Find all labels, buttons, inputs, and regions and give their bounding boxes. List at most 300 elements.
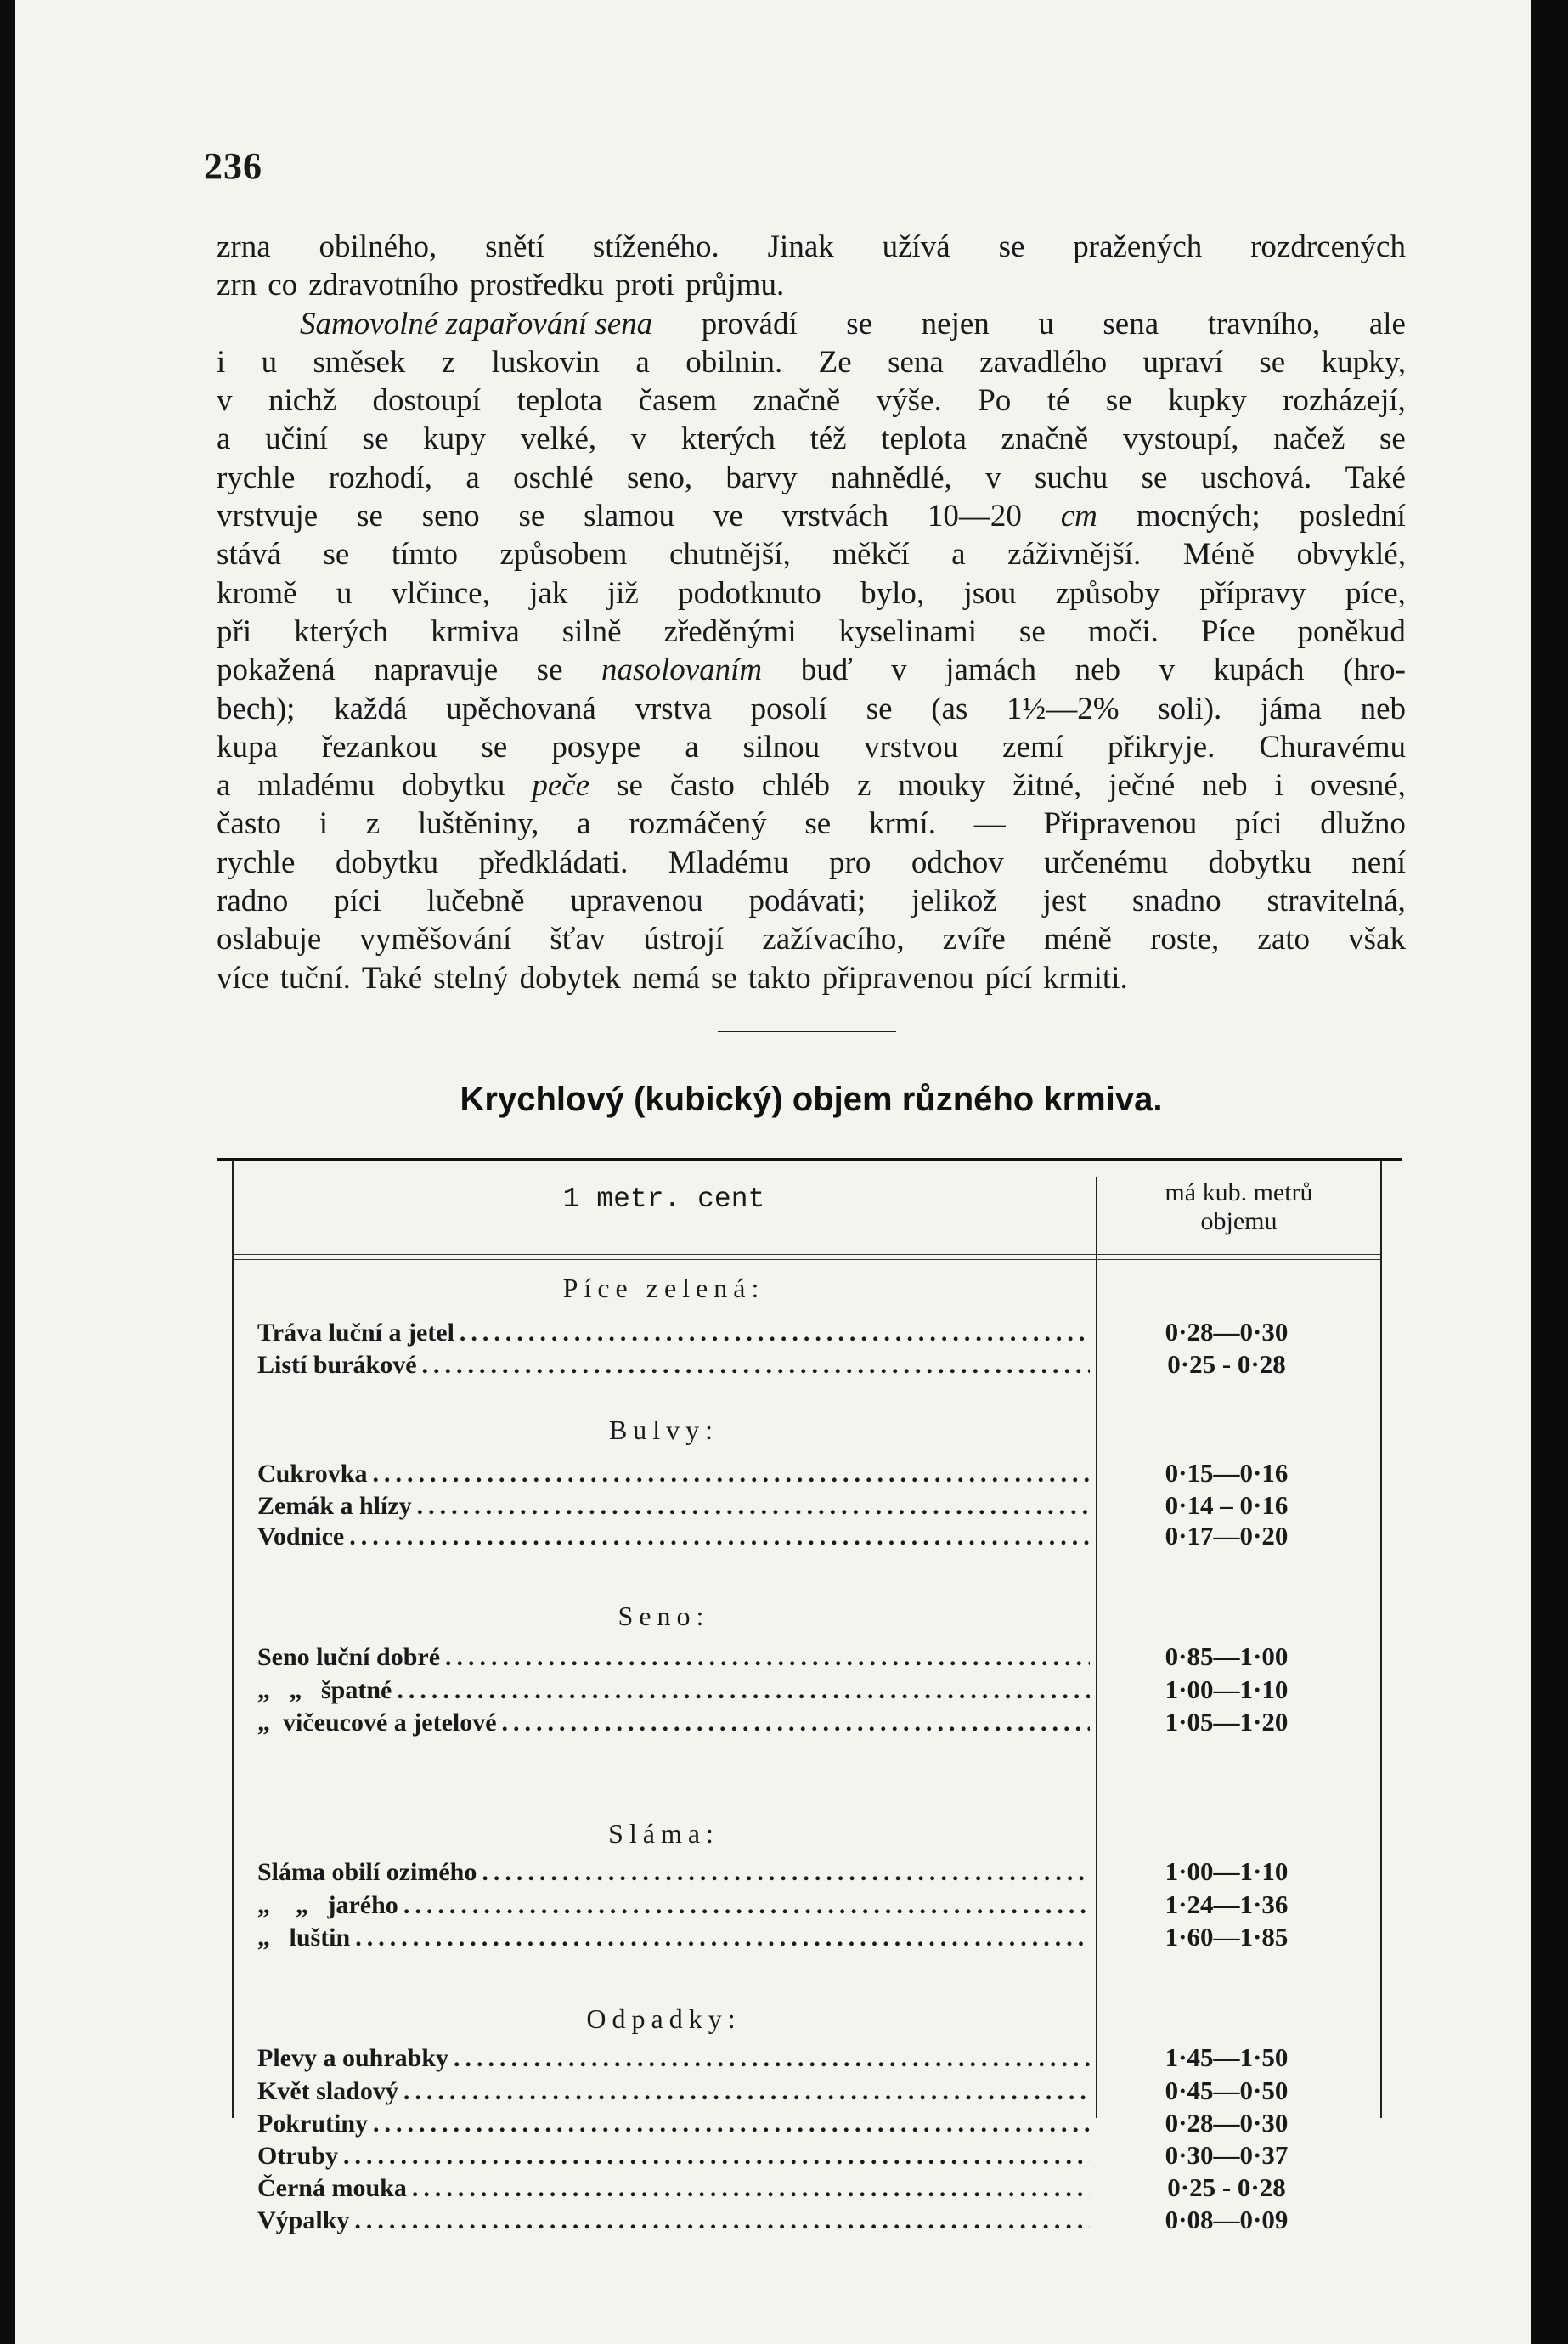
row-label-cell <box>257 1319 1090 1347</box>
word: chléb <box>761 768 830 804</box>
word: značně <box>1001 421 1089 457</box>
row-label-cell <box>257 2110 1090 2138</box>
word: bech); <box>217 691 296 726</box>
word: kyselinami <box>838 613 977 649</box>
text-line <box>217 613 1406 651</box>
word: chutnější, <box>668 537 791 573</box>
row-label: Listí burákové <box>257 1351 417 1379</box>
dot-leader <box>355 1923 1090 1952</box>
dot-leader <box>373 1460 1091 1488</box>
word: se <box>362 421 389 457</box>
word: jest <box>1042 884 1086 919</box>
word: Píce <box>1200 613 1255 649</box>
text-line <box>217 959 1406 997</box>
word: se <box>1379 421 1406 457</box>
word: předkládati. <box>478 844 629 880</box>
word: v <box>985 460 1001 495</box>
row-label-cell <box>257 1351 1090 1380</box>
word: i <box>319 806 329 842</box>
word: načež <box>1273 421 1345 457</box>
word: rozházejí, <box>1283 383 1406 419</box>
word: upěchovaná <box>446 691 596 726</box>
word: Churavému <box>1259 729 1406 765</box>
word: nemá <box>631 960 700 996</box>
word: rozdrcených <box>1250 229 1406 264</box>
word: stravitelná, <box>1266 884 1406 919</box>
row-value: 1·24—1·36 <box>1165 1889 1289 1919</box>
word: buď <box>800 652 853 688</box>
word: teplota <box>516 383 603 419</box>
word: píci <box>334 884 381 919</box>
word: Samovolné zapařování sena <box>300 306 653 342</box>
word: krmiti. <box>1043 960 1128 996</box>
word: v <box>891 652 907 688</box>
row-label-cell <box>257 2044 1090 2073</box>
word: bylo, <box>860 575 925 611</box>
page-number: 236 <box>204 145 262 187</box>
word: snětí <box>485 229 544 264</box>
text-line <box>217 228 1406 266</box>
word: rozhodí, <box>328 460 433 495</box>
table-left-rule <box>232 1161 234 2118</box>
word: neb <box>1074 652 1121 688</box>
word: obvyklé, <box>1296 537 1406 573</box>
word: soli). <box>1158 691 1222 726</box>
dot-leader <box>373 2110 1090 2138</box>
word: vrstvuje <box>217 499 319 534</box>
row-value: 1·05—1·20 <box>1165 1707 1289 1737</box>
word: Mladému <box>668 844 789 880</box>
word: oschlé <box>513 460 594 495</box>
dot-leader <box>422 1351 1090 1380</box>
table-row <box>257 1889 1363 1920</box>
word: zvíře <box>942 922 1006 957</box>
word: nejen <box>921 306 990 342</box>
word: velké, <box>520 421 597 457</box>
row-label: „ „ špatné <box>257 1676 392 1704</box>
word: se <box>481 729 508 765</box>
word: travního, <box>1207 306 1321 342</box>
word: kterých <box>680 421 776 457</box>
word: rychle <box>217 844 296 880</box>
word: silně <box>561 613 622 649</box>
table-row <box>257 1856 1363 1887</box>
word: jamách <box>945 652 1037 688</box>
word: určenému <box>1044 844 1169 880</box>
word: se <box>998 229 1025 264</box>
word: vyměšování <box>359 922 512 957</box>
word: jsou <box>963 575 1017 611</box>
dot-leader <box>502 1709 1090 1737</box>
word: stíženého. <box>592 229 719 264</box>
row-value: 1·00—1·10 <box>1165 1675 1289 1704</box>
word: tuční. <box>279 960 351 996</box>
table-row <box>257 2140 1363 2171</box>
row-label: Vodnice <box>257 1522 345 1550</box>
dot-leader <box>343 2142 1090 2171</box>
table-section-header: Píce zelená: <box>562 1273 765 1303</box>
text-line <box>217 497 1406 535</box>
word: přípravy <box>1199 575 1306 611</box>
dot-leader <box>460 1319 1090 1347</box>
table-row <box>257 1675 1363 1705</box>
text-line <box>217 266 1406 304</box>
word: vlčince, <box>391 575 490 611</box>
word: žitné, <box>1012 768 1082 804</box>
word: 10—20 <box>927 499 1022 534</box>
word: stelný <box>433 960 509 996</box>
word: časem <box>638 383 718 419</box>
word: u <box>336 575 353 611</box>
word: se <box>1018 613 1046 649</box>
row-value: 1·60—1·85 <box>1165 1922 1289 1951</box>
word: způsoby <box>1055 575 1160 611</box>
word: též <box>809 421 847 457</box>
word: Po <box>978 383 1012 419</box>
row-value: 1·45—1·50 <box>1165 2042 1289 2072</box>
dot-leader <box>349 1522 1090 1551</box>
dot-leader <box>397 1676 1090 1705</box>
row-value: 0·15—0·16 <box>1165 1458 1289 1488</box>
word: vrstvách <box>781 499 889 534</box>
word: zemí <box>1002 729 1063 765</box>
row-value: 1·00—1·10 <box>1165 1856 1289 1886</box>
word: upraví <box>1142 344 1224 380</box>
word: dobytek <box>519 960 621 996</box>
word: uschová. <box>1200 460 1312 495</box>
word: kromě <box>217 575 297 611</box>
word: Jinak <box>767 229 834 264</box>
word: zrn <box>217 268 257 303</box>
word: a <box>217 421 231 457</box>
word: rychle <box>217 460 296 495</box>
word: luskovin <box>491 344 601 380</box>
dot-leader <box>412 2174 1090 2203</box>
word: se <box>1259 344 1286 380</box>
word: mouky <box>898 768 986 804</box>
table-section-header: Sláma: <box>608 1818 719 1849</box>
row-label: Zemák a hlízy <box>257 1492 412 1520</box>
dot-leader <box>454 2044 1090 2073</box>
word: seno <box>421 499 480 534</box>
word: užívá <box>882 229 950 264</box>
word: odchov <box>911 844 1004 880</box>
text-line <box>217 459 1406 497</box>
word: pokažená <box>217 652 336 688</box>
word: pro <box>829 844 871 880</box>
word: nichž <box>268 383 337 419</box>
word: barvy <box>725 460 798 495</box>
body-paragraph <box>217 228 1406 997</box>
word: slamou <box>584 499 675 534</box>
word: kupy <box>423 421 487 457</box>
word: Méně <box>1182 537 1255 573</box>
dot-leader <box>417 1492 1090 1521</box>
word: krmiva <box>430 613 520 649</box>
word: zdravotního <box>308 268 459 303</box>
word: co <box>268 268 298 303</box>
row-label: Tráva luční a jetel <box>257 1319 454 1347</box>
word: neb <box>1360 691 1406 726</box>
table-row <box>257 2205 1363 2235</box>
word: kterých <box>294 613 388 649</box>
dot-leader <box>445 1643 1090 1672</box>
word: průjmu. <box>685 268 785 303</box>
word: připravenou <box>821 960 974 996</box>
word: provádí <box>701 306 798 342</box>
table-row <box>257 2172 1363 2203</box>
word: se <box>617 768 643 804</box>
word: i <box>1274 768 1283 804</box>
text-line <box>217 535 1406 573</box>
word: silnou <box>742 729 821 765</box>
word: podávati; <box>748 884 866 919</box>
word: měkčí <box>832 537 910 573</box>
word: a <box>577 806 591 842</box>
word: zažívacího, <box>762 922 905 957</box>
table-header-rule <box>232 1254 1380 1260</box>
word: peče <box>532 768 590 804</box>
word: stává <box>217 537 282 573</box>
word: přikryje. <box>1108 729 1215 765</box>
word: kupky, <box>1321 344 1406 380</box>
word: cm <box>1060 499 1097 534</box>
row-label-cell <box>257 1522 1090 1551</box>
word: mladému <box>257 768 375 804</box>
word: Také <box>1345 460 1406 495</box>
row-label: „ „ jarého <box>257 1891 398 1919</box>
row-value: 0·25 - 0·28 <box>1167 2172 1286 2202</box>
word: kupky <box>1168 383 1247 419</box>
word: se <box>804 806 832 842</box>
word: moči. <box>1087 613 1159 649</box>
table-row <box>257 1521 1363 1551</box>
row-label-cell <box>257 2174 1090 2203</box>
word: kupách <box>1213 652 1305 688</box>
table-row <box>257 1349 1363 1380</box>
word: pící <box>984 960 1033 996</box>
word: z <box>441 344 456 380</box>
text-line <box>217 381 1406 420</box>
word: méně <box>1043 922 1112 957</box>
word: jelikož <box>911 884 997 919</box>
word: vrstva <box>635 691 712 726</box>
row-value: 0·25 - 0·28 <box>1167 1349 1286 1379</box>
word: často <box>217 806 282 842</box>
word: učiní <box>265 421 329 457</box>
table-row <box>257 1922 1363 1952</box>
word: ve <box>713 499 743 534</box>
table-header-volume-line2: objemu <box>1200 1207 1278 1235</box>
word: sena <box>888 344 944 380</box>
word: jak <box>529 575 568 611</box>
word: výše. <box>876 383 942 419</box>
word: i <box>217 344 226 380</box>
word: Připravenou <box>1043 806 1198 842</box>
word: z <box>365 806 381 842</box>
word: při <box>217 613 252 649</box>
word: neb <box>1202 768 1248 804</box>
row-value: 0·45—0·50 <box>1165 2076 1289 2105</box>
table-row <box>257 1641 1363 1672</box>
row-label-cell <box>257 1709 1090 1737</box>
text-line <box>217 420 1406 458</box>
dot-leader <box>354 2206 1090 2235</box>
row-label: Seno luční dobré <box>257 1643 441 1671</box>
word: (as <box>931 691 968 726</box>
word: dobytku <box>335 844 439 880</box>
table-header-unit: 1 metr. cent <box>562 1183 765 1215</box>
row-label: Pokrutiny <box>257 2110 369 2138</box>
row-value: 0·17—0·20 <box>1165 1521 1289 1550</box>
word: se <box>536 652 563 688</box>
word: proti <box>615 268 675 303</box>
word: 1½—2% <box>1007 691 1120 726</box>
word: — <box>973 806 1006 842</box>
text-line <box>217 844 1406 882</box>
word: u <box>261 344 278 380</box>
word: mocných; <box>1136 499 1261 534</box>
page-edge <box>1531 0 1568 2344</box>
row-label: Plevy a ouhrabky <box>257 2044 449 2072</box>
row-label: Černá mouka <box>257 2174 407 2202</box>
word: více <box>217 960 269 996</box>
table-row <box>257 2042 1363 2073</box>
word: lučebně <box>426 884 525 919</box>
text-line <box>217 574 1406 613</box>
word: a <box>217 768 231 804</box>
word: rozmáčený <box>629 806 767 842</box>
word: té <box>1046 383 1070 419</box>
word: podotknuto <box>678 575 821 611</box>
row-value: 0·30—0·37 <box>1165 2140 1289 2170</box>
word: a <box>951 537 966 573</box>
word: dobytku <box>402 768 505 804</box>
word: poněkud <box>1297 613 1406 649</box>
word: se <box>710 960 737 996</box>
row-label-cell <box>257 1460 1090 1488</box>
row-label-cell <box>257 1858 1090 1887</box>
word: posype <box>551 729 641 765</box>
word: Ze <box>818 344 852 380</box>
word: a <box>465 460 480 495</box>
row-value: 0·28—0·30 <box>1165 1317 1289 1347</box>
row-label: „ luštin <box>257 1923 351 1951</box>
word: dobytku <box>1208 844 1311 880</box>
text-line <box>217 805 1406 843</box>
word: zavadlého <box>979 344 1108 380</box>
table-top-rule <box>217 1158 1402 1161</box>
row-label-cell <box>257 1492 1090 1521</box>
word: se <box>866 691 893 726</box>
word: značně <box>753 383 841 419</box>
word: takto <box>747 960 811 996</box>
dot-leader <box>482 1858 1090 1887</box>
word: v <box>1159 652 1176 688</box>
word: suchu <box>1034 460 1108 495</box>
word: tímto <box>391 537 458 573</box>
word: upravenou <box>570 884 703 919</box>
word: obilnin. <box>685 344 783 380</box>
word: nahnědlé, <box>831 460 952 495</box>
separator-line <box>718 1031 896 1032</box>
text-line <box>217 766 1406 805</box>
word: dlužno <box>1320 806 1406 842</box>
table-row <box>257 1458 1363 1488</box>
word: krmí. <box>868 806 936 842</box>
word: zato <box>1257 922 1311 957</box>
word: seno, <box>627 460 693 495</box>
row-label: Cukrovka <box>257 1460 368 1488</box>
row-label: Výpalky <box>257 2206 350 2234</box>
word: radno <box>217 884 289 919</box>
text-line <box>217 651 1406 689</box>
word: se <box>357 499 383 534</box>
word: (hro- <box>1343 652 1406 688</box>
word: luštěniny, <box>417 806 539 842</box>
word: z <box>856 768 871 804</box>
word: směsek <box>313 344 406 380</box>
row-value: 0·85—1·00 <box>1165 1641 1289 1671</box>
table-title: Krychlový (kubický) objem různého krmiva. <box>460 1081 1163 1118</box>
word: jáma <box>1260 691 1322 726</box>
word: nasolovaním <box>601 652 763 688</box>
word: vystoupí, <box>1122 421 1239 457</box>
table-section-header: Bulvy: <box>608 1415 719 1445</box>
word: obilného, <box>319 229 437 264</box>
word: teplota <box>881 421 967 457</box>
text-line <box>217 920 1406 958</box>
word: píce, <box>1345 575 1406 611</box>
word: zředěnými <box>663 613 797 649</box>
word: Také <box>361 960 423 996</box>
word: sena <box>1103 306 1159 342</box>
row-label-cell <box>257 1923 1090 1952</box>
word: dostoupí <box>372 383 481 419</box>
word: zrna <box>217 229 271 264</box>
table-row <box>257 1490 1363 1521</box>
text-line <box>217 882 1406 920</box>
word: se <box>1105 383 1132 419</box>
text-line <box>217 728 1406 766</box>
table-row <box>257 2076 1363 2106</box>
word: již <box>606 575 639 611</box>
row-value: 0·28—0·30 <box>1165 2108 1289 2138</box>
dot-leader <box>403 1891 1090 1920</box>
row-label-cell <box>257 1676 1090 1705</box>
word: oslabuje <box>217 922 322 957</box>
dot-leader <box>403 2077 1090 2106</box>
word: není <box>1351 844 1406 880</box>
word: šťav <box>550 922 606 957</box>
word: roste, <box>1150 922 1220 957</box>
row-value: 0·14 – 0·16 <box>1165 1490 1289 1520</box>
word: a <box>635 344 650 380</box>
word: ovesné, <box>1310 768 1406 804</box>
text-line <box>217 305 1406 343</box>
word: prostředku <box>469 268 605 303</box>
word: snadno <box>1131 884 1221 919</box>
word: často <box>669 768 735 804</box>
word: ječné <box>1108 768 1176 804</box>
row-value: 0·08—0·09 <box>1165 2205 1289 2234</box>
table-row <box>257 1317 1363 1347</box>
word: řezankou <box>321 729 437 765</box>
table-header-volume <box>1097 1178 1380 1236</box>
row-label: „ vičeucové a jetelové <box>257 1709 497 1737</box>
word: každá <box>334 691 408 726</box>
row-label: Otruby <box>257 2142 339 2170</box>
